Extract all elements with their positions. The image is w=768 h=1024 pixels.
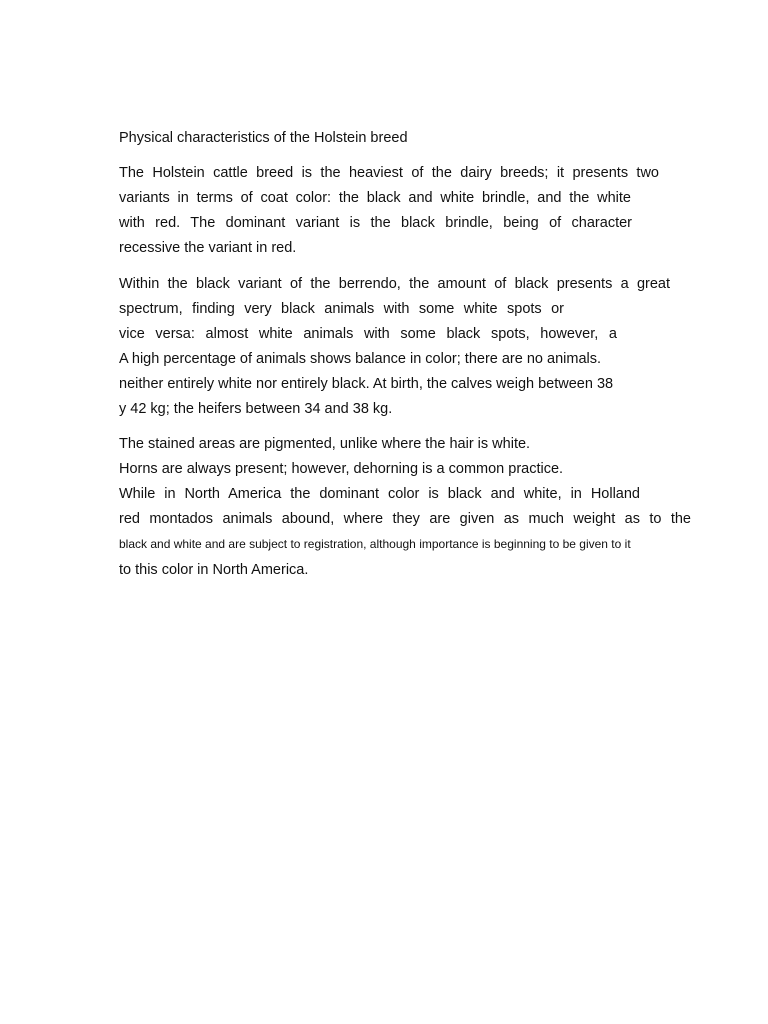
paragraph-2-line-2: spectrum, finding very black animals with some white spots or: [119, 301, 564, 317]
paragraph-2-line-6: y 42 kg; the heifers between 34 and 38 kg.: [119, 401, 393, 417]
paragraph-3-line-4: red montados animals abound, where they are given as much weight as to the: [119, 511, 691, 527]
document-title: Physical characteristics of the Holstein breed: [119, 130, 408, 146]
paragraph-3-line-2: Horns are always present; however, dehorning is a common practice.: [119, 461, 564, 477]
paragraph-3-line-5: black and white and are subject to registration, although importance is beginning to be given to it: [119, 537, 631, 551]
paragraph-2-line-1: Within the black variant of the berrendo, the amount of black presents a great: [119, 276, 670, 292]
paragraph-2-line-4: A high percentage of animals shows balance in color; there are no animals.: [119, 351, 602, 367]
paragraph-1-line-1: The Holstein cattle breed is the heaviest of the dairy breeds; it presents two: [119, 165, 659, 181]
paragraph-1-line-3: with red. The dominant variant is the black brindle, being of character: [119, 215, 632, 231]
paragraph-3-line-6: to this color in North America.: [119, 562, 309, 578]
paragraph-3-line-1: The stained areas are pigmented, unlike where the hair is white.: [119, 436, 531, 452]
paragraph-3-line-3: While in North America the dominant color is black and white, in Holland: [119, 486, 640, 502]
paragraph-2-line-5: neither entirely white nor entirely black. At birth, the calves weigh between 38: [119, 376, 614, 392]
paragraph-1-line-4: recessive the variant in red.: [119, 240, 297, 256]
paragraph-2-line-3: vice versa: almost white animals with some black spots, however, a: [119, 326, 617, 342]
paragraph-1-line-2: variants in terms of coat color: the black and white brindle, and the white: [119, 190, 631, 206]
